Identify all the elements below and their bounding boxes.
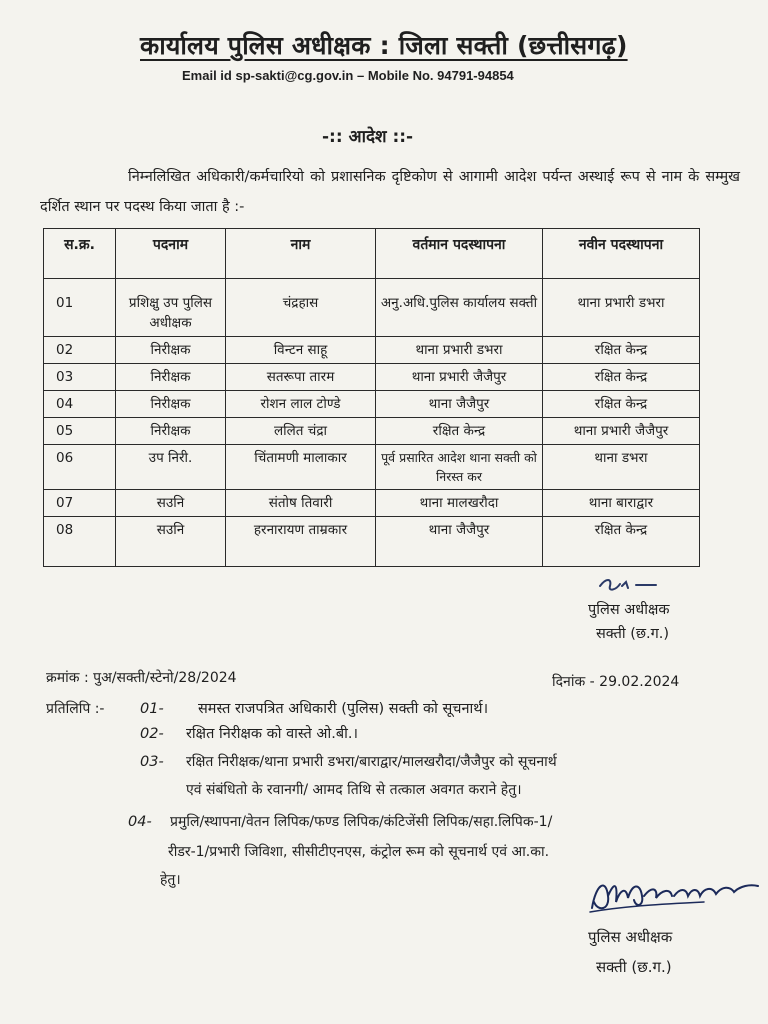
table-row <box>44 337 700 364</box>
cell-name: रोशन लाल टोण्डे <box>226 391 376 418</box>
cell-designation: उप निरी. <box>116 445 226 490</box>
cell-designation: सउनि <box>116 490 226 517</box>
cell-designation: प्रशिक्षु उप पुलिस अधीक्षक <box>116 279 226 337</box>
signature-place: सक्ती (छ.ग.) <box>596 958 672 976</box>
cell-serial: 01 <box>44 279 116 337</box>
cell-new-posting: थाना बाराद्वार <box>543 490 700 517</box>
reference-number: क्रमांक : पुअ/सक्ती/स्टेनो/28/2024 <box>46 670 237 686</box>
copy-to-number: 02- <box>140 726 164 742</box>
header-current-posting: वर्तमान पदस्थापना <box>376 229 543 279</box>
signature-mark <box>596 574 666 596</box>
cell-serial: 07 <box>44 490 116 517</box>
signature-place: सक्ती (छ.ग.) <box>596 626 670 642</box>
table-header-row <box>44 229 700 279</box>
table-row <box>44 490 700 517</box>
contact-line: Email id sp-sakti@cg.gov.in – Mobile No. 94791-94854 <box>182 68 514 83</box>
cell-designation: निरीक्षक <box>116 418 226 445</box>
cell-current-posting: पूर्व प्रसारित आदेश थाना सक्ती को निरस्त कर <box>376 445 543 490</box>
cell-serial: 03 <box>44 364 116 391</box>
copy-to-line: रक्षित निरीक्षक/थाना प्रभारी डभरा/बाराद्वार/मालखरौदा/जैजैपुर को सूचनार्थ <box>186 754 557 770</box>
cell-current-posting: थाना प्रभारी डभरा <box>376 337 543 364</box>
cell-current-posting: थाना मालखरौदा <box>376 490 543 517</box>
handwritten-signature <box>584 872 764 922</box>
table-row <box>44 391 700 418</box>
office-title: कार्यालय पुलिस अधीक्षक : जिला सक्ती (छत्तीसगढ़) <box>140 31 628 60</box>
cell-serial: 05 <box>44 418 116 445</box>
copy-to-number: 04- <box>128 814 152 830</box>
copy-to-number: 01- <box>140 701 164 717</box>
signature-designation: पुलिस अधीक्षक <box>588 928 673 946</box>
copy-to-line: प्रमुलि/स्थापना/वेतन लिपिक/फण्ड लिपिक/कंटिजेंसी लिपिक/सहा.लिपिक-1/ <box>170 814 553 830</box>
order-heading: -:: आदेश ::- <box>322 127 414 147</box>
cell-designation: निरीक्षक <box>116 337 226 364</box>
cell-new-posting: रक्षित केन्द्र <box>543 337 700 364</box>
cell-current-posting: रक्षित केन्द्र <box>376 418 543 445</box>
table-row <box>44 418 700 445</box>
copy-to-line: एवं संबंधितो के रवानगी/ आमद तिथि से तत्काल अवगत कराने हेतु। <box>186 782 522 798</box>
copy-to-line: रक्षित निरीक्षक को वास्ते ओ.बी.। <box>186 726 359 742</box>
cell-current-posting: थाना जैजैपुर <box>376 517 543 567</box>
cell-serial: 04 <box>44 391 116 418</box>
cell-serial: 06 <box>44 445 116 490</box>
cell-name: चंद्रहास <box>226 279 376 337</box>
postings-table <box>43 228 700 567</box>
cell-name: हरनारायण ताम्रकार <box>226 517 376 567</box>
table-row <box>44 517 700 567</box>
cell-name: ललित चंद्रा <box>226 418 376 445</box>
cell-current-posting: अनु.अधि.पुलिस कार्यालय सक्ती <box>376 279 543 337</box>
header-name: नाम <box>226 229 376 279</box>
signature-designation: पुलिस अधीक्षक <box>588 602 670 618</box>
copy-to-label: प्रतिलिपि :- <box>46 701 105 717</box>
copy-to-line: रीडर-1/प्रभारी जिविशा, सीसीटीएनएस, कंट्रोल रूम को सूचनार्थ एवं आ.का. <box>168 844 550 860</box>
copy-to-line: हेतु। <box>160 872 181 888</box>
cell-name: विन्टन साहू <box>226 337 376 364</box>
copy-to-number: 03- <box>140 754 164 770</box>
cell-designation: निरीक्षक <box>116 391 226 418</box>
cell-new-posting: रक्षित केन्द्र <box>543 364 700 391</box>
header-designation: पदनाम <box>116 229 226 279</box>
table-row <box>44 279 700 337</box>
order-date: दिनांक - 29.02.2024 <box>552 674 680 690</box>
cell-designation: सउनि <box>116 517 226 567</box>
cell-current-posting: थाना जैजैपुर <box>376 391 543 418</box>
signature-block-2 <box>584 872 764 982</box>
cell-name: सतरूपा तारम <box>226 364 376 391</box>
cell-new-posting: थाना डभरा <box>543 445 700 490</box>
cell-current-posting: थाना प्रभारी जैजैपुर <box>376 364 543 391</box>
cell-new-posting: रक्षित केन्द्र <box>543 391 700 418</box>
order-intro: निम्नलिखित अधिकारी/कर्मचारियो को प्रशासनिक दृष्टिकोण से आगामी आदेश पर्यन्त अस्थाई रूप से नाम के सम्मुख दर्शित स्थान पर पदस्थ किया जाता है :- <box>40 169 740 215</box>
cell-name: चिंतामणी मालाकार <box>226 445 376 490</box>
header-serial: स.क्र. <box>44 229 116 279</box>
cell-new-posting: थाना प्रभारी जैजैपुर <box>543 418 700 445</box>
table-row <box>44 364 700 391</box>
header-new-posting: नवीन पदस्थापना <box>543 229 700 279</box>
cell-serial: 08 <box>44 517 116 567</box>
copy-to-line: समस्त राजपत्रित अधिकारी (पुलिस) सक्ती को सूचनार्थ। <box>198 701 489 717</box>
cell-serial: 02 <box>44 337 116 364</box>
signature-block-1 <box>588 574 670 646</box>
cell-designation: निरीक्षक <box>116 364 226 391</box>
cell-new-posting: रक्षित केन्द्र <box>543 517 700 567</box>
cell-name: संतोष तिवारी <box>226 490 376 517</box>
cell-new-posting: थाना प्रभारी डभरा <box>543 279 700 337</box>
table-row <box>44 445 700 490</box>
